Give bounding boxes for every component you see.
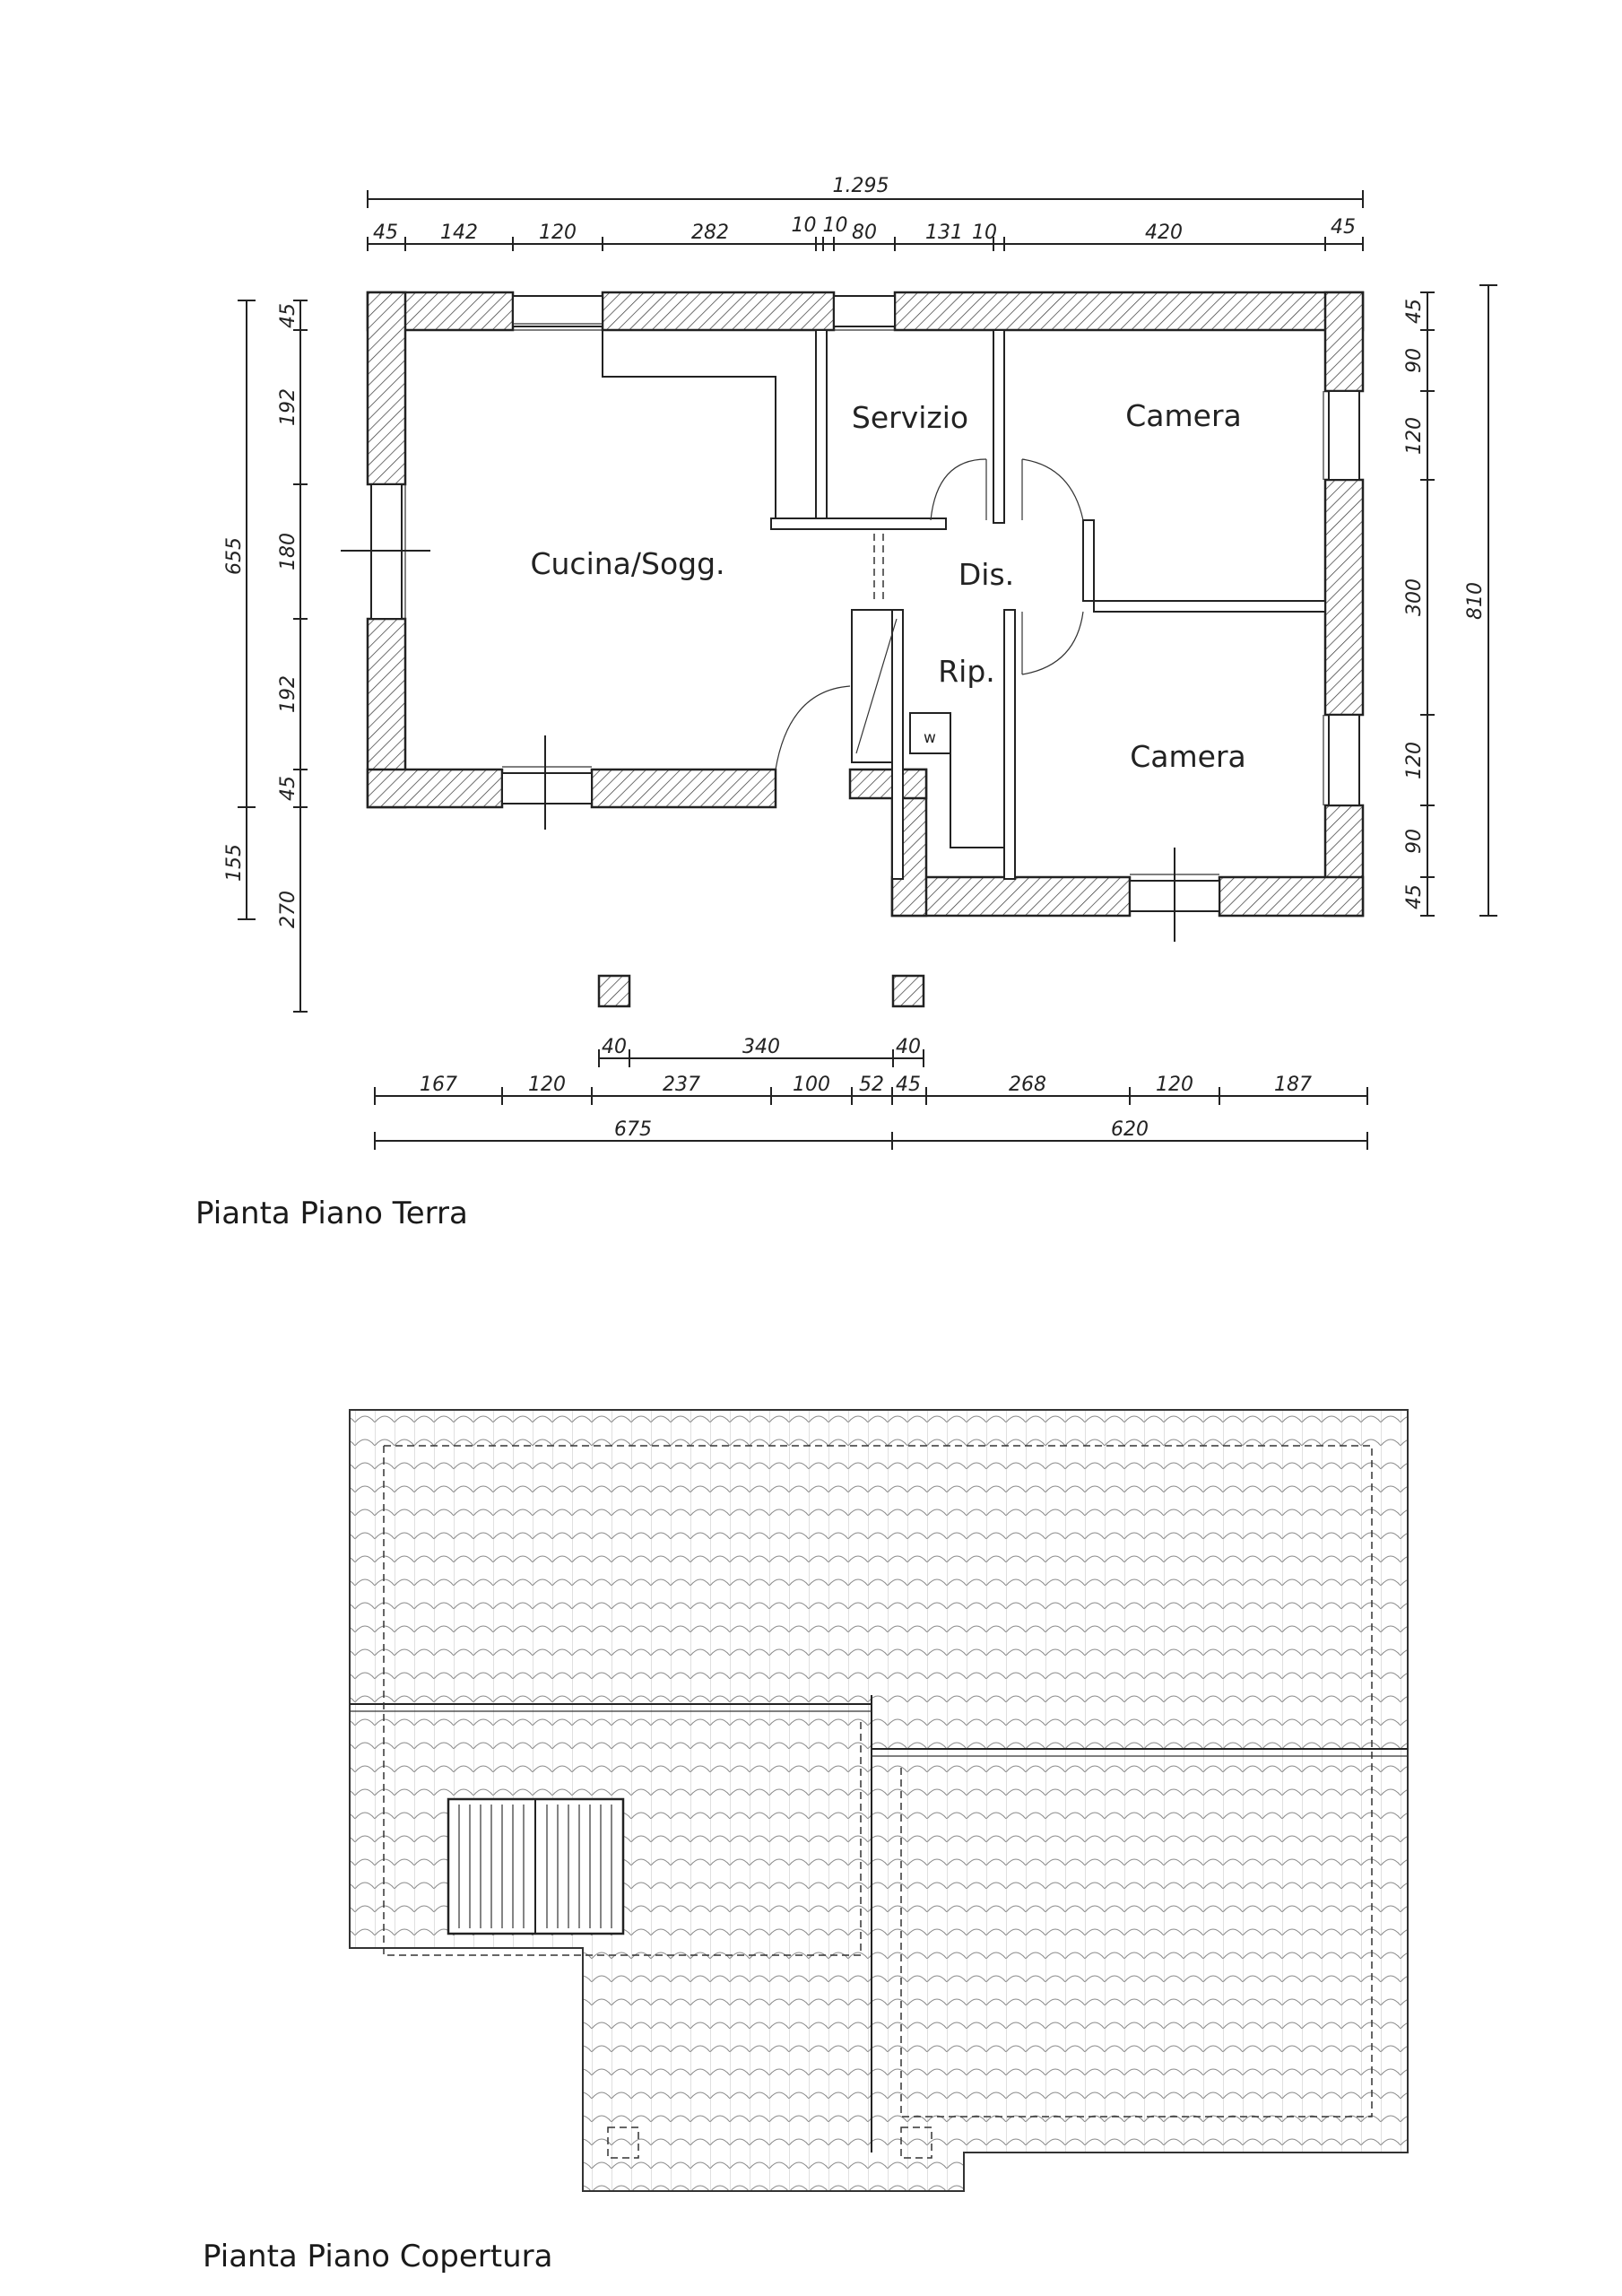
caption-roof-plan: Pianta Piano Copertura: [203, 2239, 553, 2274]
window-top-bath: [834, 296, 895, 330]
room-label-camera-1: Camera: [1125, 398, 1242, 433]
roof-skylight: [448, 1799, 623, 1934]
dim-top-1: 45: [373, 222, 398, 244]
dimensions-left: [223, 300, 308, 1012]
dimensions-right: [1403, 285, 1497, 916]
dim-left-1: 45: [277, 303, 299, 328]
window-bottom-kitchen: [502, 735, 592, 830]
dim-left-2: 192: [277, 388, 299, 426]
dim-left-overall-a: 655: [223, 537, 246, 575]
ground-floor-plan: [195, 175, 1497, 1231]
window-top-kitchen: [513, 296, 603, 330]
dim-left-6: 270: [277, 891, 299, 928]
wall-top-3: [895, 292, 1363, 330]
window-right-camera-2: [1323, 715, 1359, 805]
roof-plan: [203, 1410, 1408, 2274]
room-label-rip: Rip.: [938, 654, 995, 689]
room-label-camera-2: Camera: [1130, 739, 1246, 774]
wall-right-1: [1325, 292, 1363, 391]
dim-left-5: 45: [277, 776, 299, 801]
dim-top-10: 45: [1331, 216, 1356, 239]
dimensions-pillars: [599, 1036, 924, 1067]
dim-pillar-2: 340: [742, 1036, 780, 1058]
dim-right-overall: 810: [1464, 582, 1487, 620]
wall-bottom-4: [1219, 877, 1363, 916]
dim-top-8: 10: [972, 222, 997, 244]
pillar-right: [893, 976, 924, 1006]
dimensions-bottom: [375, 1074, 1367, 1150]
dim-right-5: 120: [1403, 742, 1426, 779]
dim-bottom-1: 167: [420, 1074, 457, 1096]
dim-left-3: 180: [277, 533, 299, 570]
dim-bottom-2: 120: [528, 1074, 566, 1096]
wall-bottom-1: [368, 770, 502, 807]
dim-bottom-4: 100: [793, 1074, 830, 1096]
dim-top-5: 10 10: [791, 214, 848, 237]
dim-right-4: 300: [1403, 578, 1426, 616]
dim-bottom-3: 237: [663, 1074, 700, 1096]
dim-top-9: 420: [1145, 222, 1183, 244]
pillar-left: [599, 976, 629, 1006]
window-right-camera-1: [1323, 391, 1359, 480]
room-label-servizio: Servizio: [851, 400, 969, 435]
dim-top-4: 282: [691, 222, 729, 244]
dim-bottom-8: 120: [1156, 1074, 1193, 1096]
dim-pillar-3: 40: [896, 1036, 921, 1058]
room-label-dis: Dis.: [958, 557, 1015, 592]
dim-left-4: 192: [277, 675, 299, 713]
dim-pillar-1: 40: [602, 1036, 627, 1058]
dim-top-6: 80: [852, 222, 877, 244]
dim-right-7: 45: [1403, 884, 1426, 909]
wall-bottom-2: [592, 770, 776, 807]
dim-top-2: 142: [440, 222, 478, 244]
dim-right-2: 90: [1403, 348, 1426, 373]
room-label-cucina: Cucina/Sogg.: [530, 546, 725, 581]
wall-left-1: [368, 292, 405, 484]
wall-bottom-3: [892, 877, 1130, 916]
dim-right-6: 90: [1403, 829, 1426, 854]
dim-right-1: 45: [1403, 299, 1426, 324]
room-label-w: w: [924, 729, 936, 747]
dimensions-top: [368, 175, 1363, 251]
wall-right-2: [1325, 480, 1363, 715]
dim-right-3: 120: [1403, 417, 1426, 455]
dim-bottom-total-left: 675: [614, 1118, 652, 1141]
window-left: [341, 484, 430, 619]
dim-bottom-7: 268: [1009, 1074, 1046, 1096]
dim-bottom-total-right: 620: [1111, 1118, 1149, 1141]
dim-top-7: 131: [925, 222, 963, 244]
window-bottom-camera-2: [1130, 848, 1219, 942]
dim-top-overall: 1.295: [832, 175, 889, 197]
wall-top-2: [603, 292, 834, 330]
dim-bottom-9: 187: [1274, 1074, 1312, 1096]
dim-bottom-5: 52: [859, 1074, 884, 1096]
dim-bottom-6: 45: [896, 1074, 921, 1096]
dim-left-overall-b: 155: [223, 844, 246, 882]
caption-ground-floor: Pianta Piano Terra: [195, 1196, 468, 1231]
wall-step-2: [850, 770, 926, 798]
dim-top-3: 120: [539, 222, 577, 244]
